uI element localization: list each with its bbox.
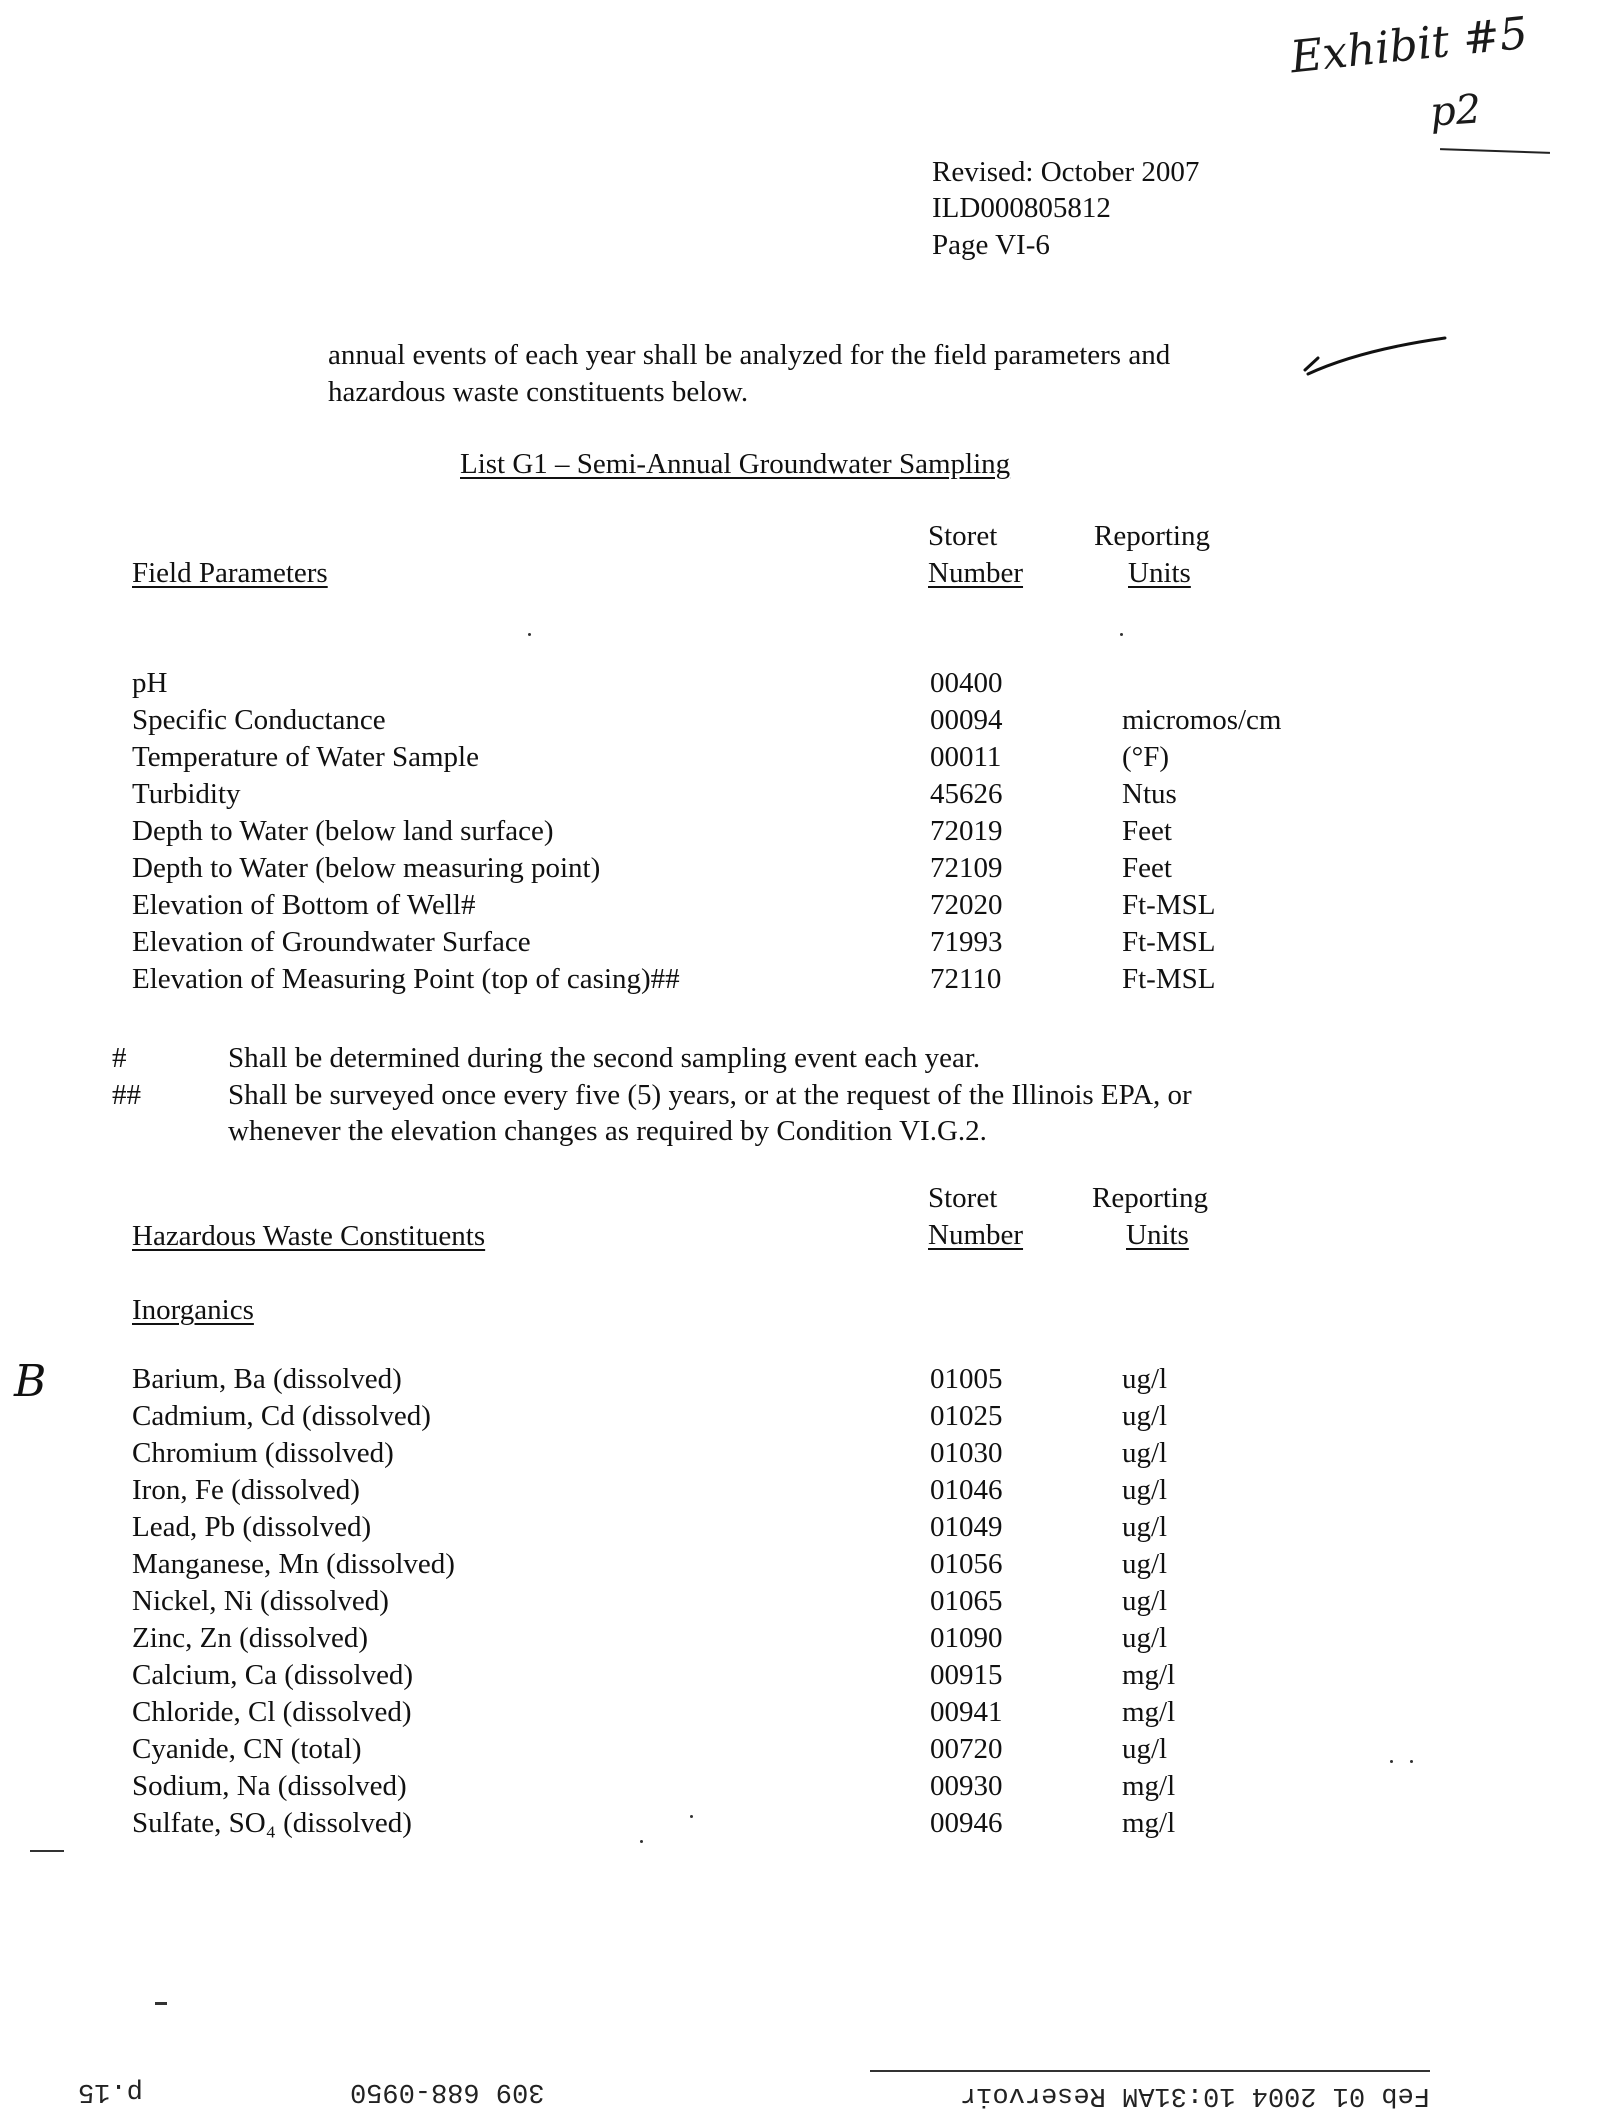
reporting-units: mg/l [1122, 1770, 1176, 1802]
storet-number: 00915 [930, 1659, 1003, 1691]
reporting-units: ug/l [1122, 1585, 1168, 1617]
constituent-name: Barium, Ba (dissolved) [132, 1363, 402, 1395]
parameter-name: Elevation of Bottom of Well# [132, 889, 476, 921]
constituent-name: Cyanide, CN (total) [132, 1733, 362, 1765]
reporting-units: Ft-MSL [1122, 926, 1216, 958]
storet-number: 72110 [930, 963, 1002, 995]
reporting-units: mg/l [1122, 1659, 1176, 1691]
storet-number: 72019 [930, 815, 1003, 847]
table-row [132, 1546, 1382, 1583]
constituent-name: Calcium, Ca (dissolved) [132, 1659, 414, 1691]
storet-number: 01025 [930, 1400, 1003, 1432]
constituent-name: Lead, Pb (dissolved) [132, 1511, 372, 1543]
handwritten-page-label: p2 [1428, 86, 1483, 136]
units-header-1: Reporting [1092, 1182, 1208, 1214]
storet-number: 00094 [930, 704, 1003, 736]
table-row [132, 1509, 1382, 1546]
handwritten-checkmark-icon [1300, 330, 1450, 380]
storet-number: 01065 [930, 1585, 1003, 1617]
reporting-units: (°F) [1122, 741, 1170, 773]
field-parameters-heading: Field Parameters [132, 557, 328, 589]
constituent-name: Chloride, Cl (dissolved) [132, 1696, 412, 1728]
table-row [132, 739, 1382, 776]
reporting-units: micromos/cm [1122, 704, 1282, 736]
table-row [132, 1731, 1382, 1768]
table-row [132, 887, 1382, 924]
storet-number: 00946 [930, 1807, 1003, 1839]
table-row [132, 1361, 1382, 1398]
storet-header-2: Number [928, 557, 1024, 589]
parameter-name: Specific Conductance [132, 704, 386, 736]
units-header-1: Reporting [1094, 520, 1210, 552]
table-row [132, 665, 1382, 702]
table-row [132, 1435, 1382, 1472]
constituent-name: Cadmium, Cd (dissolved) [132, 1400, 431, 1432]
constituent-name: Chromium (dissolved) [132, 1437, 394, 1469]
storet-number: 72020 [930, 889, 1003, 921]
storet-header-1: Storet [928, 520, 998, 552]
fax-page-number: p.15 [78, 2076, 143, 2106]
intro-line-1: annual events of each year shall be analyzed for the field parameters and [328, 339, 1171, 371]
storet-number: 01005 [930, 1363, 1003, 1395]
reporting-units: ug/l [1122, 1548, 1168, 1580]
parameter-name: Elevation of Measuring Point (top of casing)## [132, 963, 680, 995]
footnote-text-1: Shall be determined during the second sampling event each year. [228, 1042, 981, 1074]
table-row [132, 961, 1382, 998]
reporting-units: ug/l [1122, 1733, 1168, 1765]
reporting-units: Feet [1122, 852, 1172, 884]
revised-date: Revised: October 2007 [932, 156, 1200, 188]
scan-speck [690, 1815, 693, 1818]
reporting-units: ug/l [1122, 1622, 1168, 1654]
storet-number: 00400 [930, 667, 1003, 699]
scan-mark [155, 2002, 167, 2005]
table-row [132, 1768, 1382, 1805]
table-row [132, 776, 1382, 813]
storet-number: 00930 [930, 1770, 1003, 1802]
reporting-units: mg/l [1122, 1807, 1176, 1839]
scan-speck [1390, 1760, 1393, 1763]
scan-speck [1410, 1760, 1413, 1763]
footnote-mark-1: # [112, 1042, 127, 1074]
storet-number: 72109 [930, 852, 1003, 884]
handwritten-exhibit-label: Exhibit #5 [1287, 7, 1531, 84]
reporting-units: Ntus [1122, 778, 1177, 810]
storet-header-2: Number [928, 1219, 1024, 1251]
constituent-name: Sulfate, SO₄ (dissolved) [132, 1807, 412, 1839]
page-number: Page VI-6 [932, 229, 1050, 261]
reporting-units: ug/l [1122, 1511, 1168, 1543]
table-row [132, 1657, 1382, 1694]
margin-mark: B [14, 1356, 47, 1407]
reporting-units: Ft-MSL [1122, 963, 1216, 995]
storet-number: 45626 [930, 778, 1003, 810]
reporting-units: ug/l [1122, 1400, 1168, 1432]
list-title: List G1 – Semi-Annual Groundwater Sampling [460, 448, 1011, 480]
reporting-units: Feet [1122, 815, 1172, 847]
storet-number: 00720 [930, 1733, 1003, 1765]
storet-number: 01049 [930, 1511, 1003, 1543]
table-row [132, 1620, 1382, 1657]
table-row [132, 1694, 1382, 1731]
facility-id: ILD000805812 [932, 192, 1111, 224]
storet-number: 01046 [930, 1474, 1003, 1506]
reporting-units: ug/l [1122, 1363, 1168, 1395]
units-header-2: Units [1128, 557, 1191, 589]
parameter-name: Temperature of Water Sample [132, 741, 479, 773]
constituent-name: Iron, Fe (dissolved) [132, 1474, 360, 1506]
storet-number: 00011 [930, 741, 1002, 773]
table-row [132, 1472, 1382, 1509]
constituent-name: Sodium, Na (dissolved) [132, 1770, 407, 1802]
storet-header-1: Storet [928, 1182, 998, 1214]
table-row [132, 1805, 1382, 1842]
intro-line-2: hazardous waste constituents below. [328, 376, 749, 408]
footnote-mark-2: ## [112, 1079, 141, 1111]
parameter-name: Turbidity [132, 778, 241, 810]
hazardous-constituents-heading: Hazardous Waste Constituents [132, 1220, 486, 1252]
table-row [132, 850, 1382, 887]
fax-phone: 309 688-0950 [350, 2076, 545, 2106]
parameter-name: Depth to Water (below measuring point) [132, 852, 601, 884]
storet-number: 01030 [930, 1437, 1003, 1469]
storet-number: 01090 [930, 1622, 1003, 1654]
fax-sender-line: Feb 01 2004 10:31AM Reservoir [960, 2080, 1430, 2110]
storet-number: 71993 [930, 926, 1003, 958]
constituent-name: Manganese, Mn (dissolved) [132, 1548, 455, 1580]
parameter-name: Elevation of Groundwater Surface [132, 926, 531, 958]
constituent-name: Zinc, Zn (dissolved) [132, 1622, 368, 1654]
table-row [132, 702, 1382, 739]
inorganics-subheading: Inorganics [132, 1294, 254, 1326]
scan-mark [30, 1850, 64, 1852]
table-row [132, 924, 1382, 961]
fax-footer-rule [870, 2070, 1430, 2072]
units-header-2: Units [1126, 1219, 1189, 1251]
handwritten-underline [1440, 148, 1550, 154]
reporting-units: ug/l [1122, 1437, 1168, 1469]
footnote-text-2: Shall be surveyed once every five (5) years, or at the request of the Illinois EPA, or [228, 1079, 1192, 1111]
scan-speck [640, 1840, 643, 1843]
constituent-name: Nickel, Ni (dissolved) [132, 1585, 389, 1617]
storet-number: 01056 [930, 1548, 1003, 1580]
parameter-name: Depth to Water (below land surface) [132, 815, 554, 847]
scan-speck [1120, 633, 1123, 636]
storet-number: 00941 [930, 1696, 1003, 1728]
scan-speck [528, 633, 531, 636]
table-row [132, 1398, 1382, 1435]
reporting-units: Ft-MSL [1122, 889, 1216, 921]
reporting-units: ug/l [1122, 1474, 1168, 1506]
table-row [132, 1583, 1382, 1620]
footnote-text-2-cont: whenever the elevation changes as required by Condition VI.G.2. [228, 1115, 987, 1147]
parameter-name: pH [132, 667, 168, 699]
table-row [132, 813, 1382, 850]
reporting-units: mg/l [1122, 1696, 1176, 1728]
